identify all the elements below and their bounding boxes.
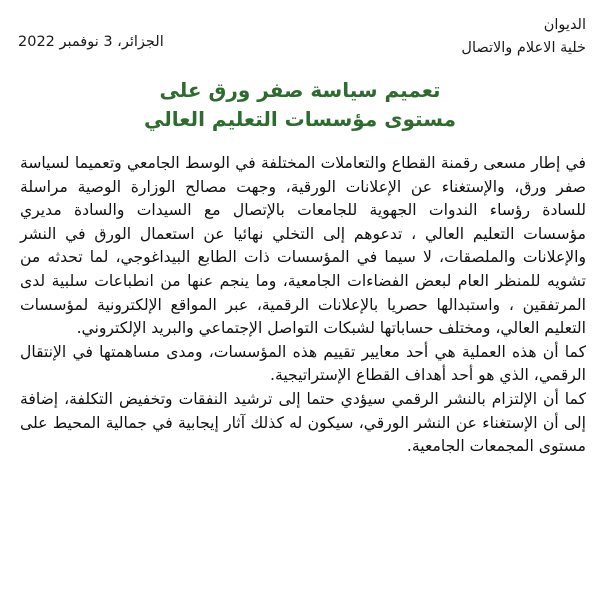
document-title (0, 76, 600, 134)
office-unit: خلية الاعلام والاتصال (461, 40, 586, 56)
body-paragraph-3: كما أن الإلتزام بالنشر الرقمي سيؤدي حتما إلى ترشيد النفقات وتخفيض التكلفة، إضافة إلى أن الإستغناء عن النشر الورقي، سيكون له كذلك آثار إيجابية في جمالية المحيط على مستوى المجمعات الجامعية. (20, 389, 586, 456)
office-name: الديوان (543, 17, 586, 33)
body-paragraph-2: كما أن هذه العملية هي أحد معايير تقييم هذه المؤسسات، ومدى مساهمتها في الإنتقال الرقمي، الذي هو أحد أهداف القطاع الإستراتيجية. (20, 342, 586, 385)
body-paragraph-1: في إطار مسعى رقمنة القطاع والتعاملات المختلفة في الوسط الجامعي وتعميما لسياسة صفر ورق، والإستغناء عن الإعلانات الورقية، وجهت مصالح الوزارة الوصية مراسلة للسادة رؤساء الندوات الجهوية للجامعات بالإتصال مع السيدات والسادة مديري مؤسسات التعليم العالي ، تدعوهم إلى التخلي نهائيا عن استعمال الورق في النشر والإعلانات والملصقات، لا سيما في المؤسسات ذات الطابع البيداغوجي، لما تحدثه من تشويه للمنظر العام لبعض الفضاءات الجامعية، وما ينجم عنها من انطباعات سلبية لدى المرتفقين ، واستبدالها حصريا بالإعلانات الرقمية، عبر المواقع الإلكترونية لمؤسسات التعليم العالي، ومختلف حساباتها لشبكات التواصل الإجتماعي والبريد الإلكتروني. (20, 154, 586, 338)
document-body (20, 152, 586, 459)
document-date: الجزائر، 3 نوفمبر 2022 (18, 34, 164, 50)
issuing-office (461, 14, 586, 60)
title-line-1: تعميم سياسة صفر ورق على (159, 78, 441, 102)
title-line-2: مستوى مؤسسات التعليم العالي (144, 107, 456, 131)
